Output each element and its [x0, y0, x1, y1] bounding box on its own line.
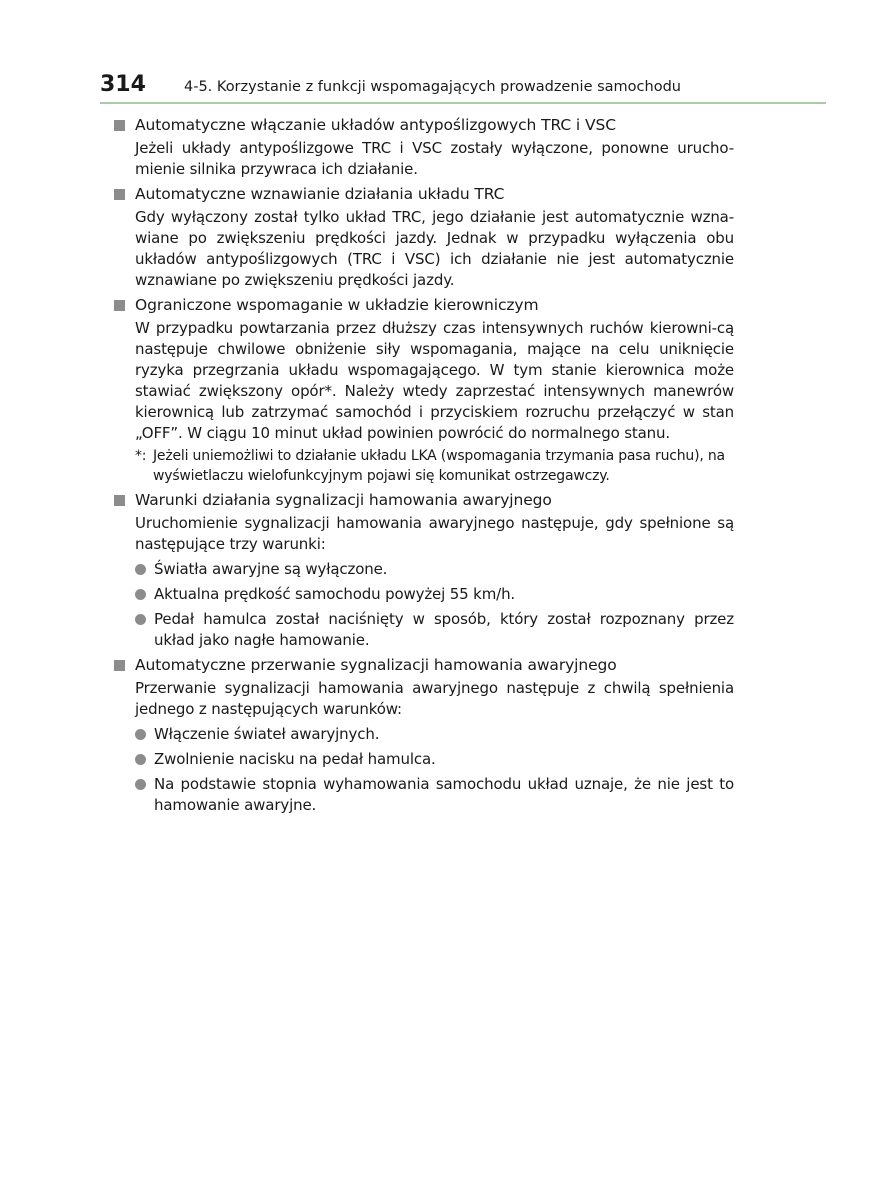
section-heading — [114, 114, 734, 136]
page-number: 314 — [100, 72, 146, 97]
square-bullet-icon — [114, 189, 125, 200]
list-item — [135, 584, 734, 605]
circle-bullet-icon — [135, 589, 146, 600]
list-item-text: Włączenie świateł awaryjnych. — [154, 725, 380, 743]
section-limited-steering-assist — [114, 294, 734, 486]
section-heading — [114, 294, 734, 316]
section-heading — [114, 183, 734, 205]
section-trc-auto-resume — [114, 183, 734, 291]
section-title: Automatyczne wznawianie działania układu TRC — [135, 185, 505, 203]
list-item — [135, 774, 734, 816]
circle-bullet-icon — [135, 564, 146, 575]
footnote-text: Jeżeli uniemożliwi to działanie układu LKA (wspomagania trzymania pasa ruchu), na wyświetlaczu wielofunkcyjnym pojawi się komunikat ostrzegawczy. — [153, 448, 725, 484]
circle-bullet-icon — [135, 779, 146, 790]
square-bullet-icon — [114, 120, 125, 131]
footnote — [135, 446, 734, 486]
circle-bullet-icon — [135, 729, 146, 740]
section-text: Uruchomienie sygnalizacji hamowania awaryjnego następuje, gdy spełnione są następujące trzy warunki: — [135, 514, 734, 553]
section-title: Automatyczne włączanie układów antypoślizgowych TRC i VSC — [135, 116, 616, 134]
section-text: W przypadku powtarzania przez dłuższy czas intensywnych ruchów kierowni-cą następuje chwilowe obniżenie siły wspomagania, mające na celu uniknięcie ryzyka przegrzania układu wspomagającego. W tym stanie kierownica może stawiać zwiększony opór*. Należy wtedy zaprzestać intensywnych manewrów kierownicą lub zatrzymać samochód i przyciskiem rozruchu przełączyć w stan „OFF”. W ciągu 10 minut układ powinien powrócić do normalnego stanu. — [135, 319, 734, 442]
list-item-text: Światła awaryjne są wyłączone. — [154, 560, 388, 578]
section-heading — [114, 654, 734, 676]
circle-bullet-icon — [135, 614, 146, 625]
section-heading — [114, 489, 734, 511]
list-item — [135, 749, 734, 770]
list-item-text: Aktualna prędkość samochodu powyżej 55 km/h. — [154, 585, 516, 603]
section-title: Automatyczne przerwanie sygnalizacji hamowania awaryjnego — [135, 656, 617, 674]
footnote-mark: *: — [135, 448, 147, 464]
chapter-title: 4-5. Korzystanie z funkcji wspomagających prowadzenie samochodu — [184, 79, 681, 95]
list-item-text: Na podstawie stopnia wyhamowania samochodu układ uznaje, że nie jest to hamowanie awaryjne. — [154, 775, 734, 814]
list-item — [135, 609, 734, 651]
section-trc-vsc-auto-on — [114, 114, 734, 180]
section-title: Warunki działania sygnalizacji hamowania awaryjnego — [135, 491, 552, 509]
header-rule — [100, 102, 826, 104]
list-item — [135, 559, 734, 580]
section-emergency-brake-signal-stop — [114, 654, 734, 816]
list-item — [135, 724, 734, 745]
square-bullet-icon — [114, 495, 125, 506]
section-text: Jeżeli układy antypoślizgowe TRC i VSC zostały wyłączone, ponowne urucho-mienie silnika przywraca ich działanie. — [135, 139, 734, 178]
section-text: Przerwanie sygnalizacji hamowania awaryjnego następuje z chwilą spełnienia jednego z następujących warunków: — [135, 679, 734, 718]
page-content — [114, 114, 734, 819]
section-text: Gdy wyłączony został tylko układ TRC, jego działanie jest automatycznie wzna-wiane po zwiększeniu prędkości jazdy. Jednak w przypadku wyłączenia obu układów antypoślizgowych (TRC i VSC) ich działanie nie jest automatycznie wznawiane po zwiększeniu prędkości jazdy. — [135, 208, 734, 289]
section-emergency-brake-signal-conditions — [114, 489, 734, 651]
circle-bullet-icon — [135, 754, 146, 765]
square-bullet-icon — [114, 660, 125, 671]
list-item-text: Zwolnienie nacisku na pedał hamulca. — [154, 750, 436, 768]
square-bullet-icon — [114, 300, 125, 311]
page-header — [100, 70, 826, 104]
section-title: Ograniczone wspomaganie w układzie kierowniczym — [135, 296, 539, 314]
list-item-text: Pedał hamulca został naciśnięty w sposób, który został rozpoznany przez układ jako nagłe hamowanie. — [154, 610, 734, 649]
